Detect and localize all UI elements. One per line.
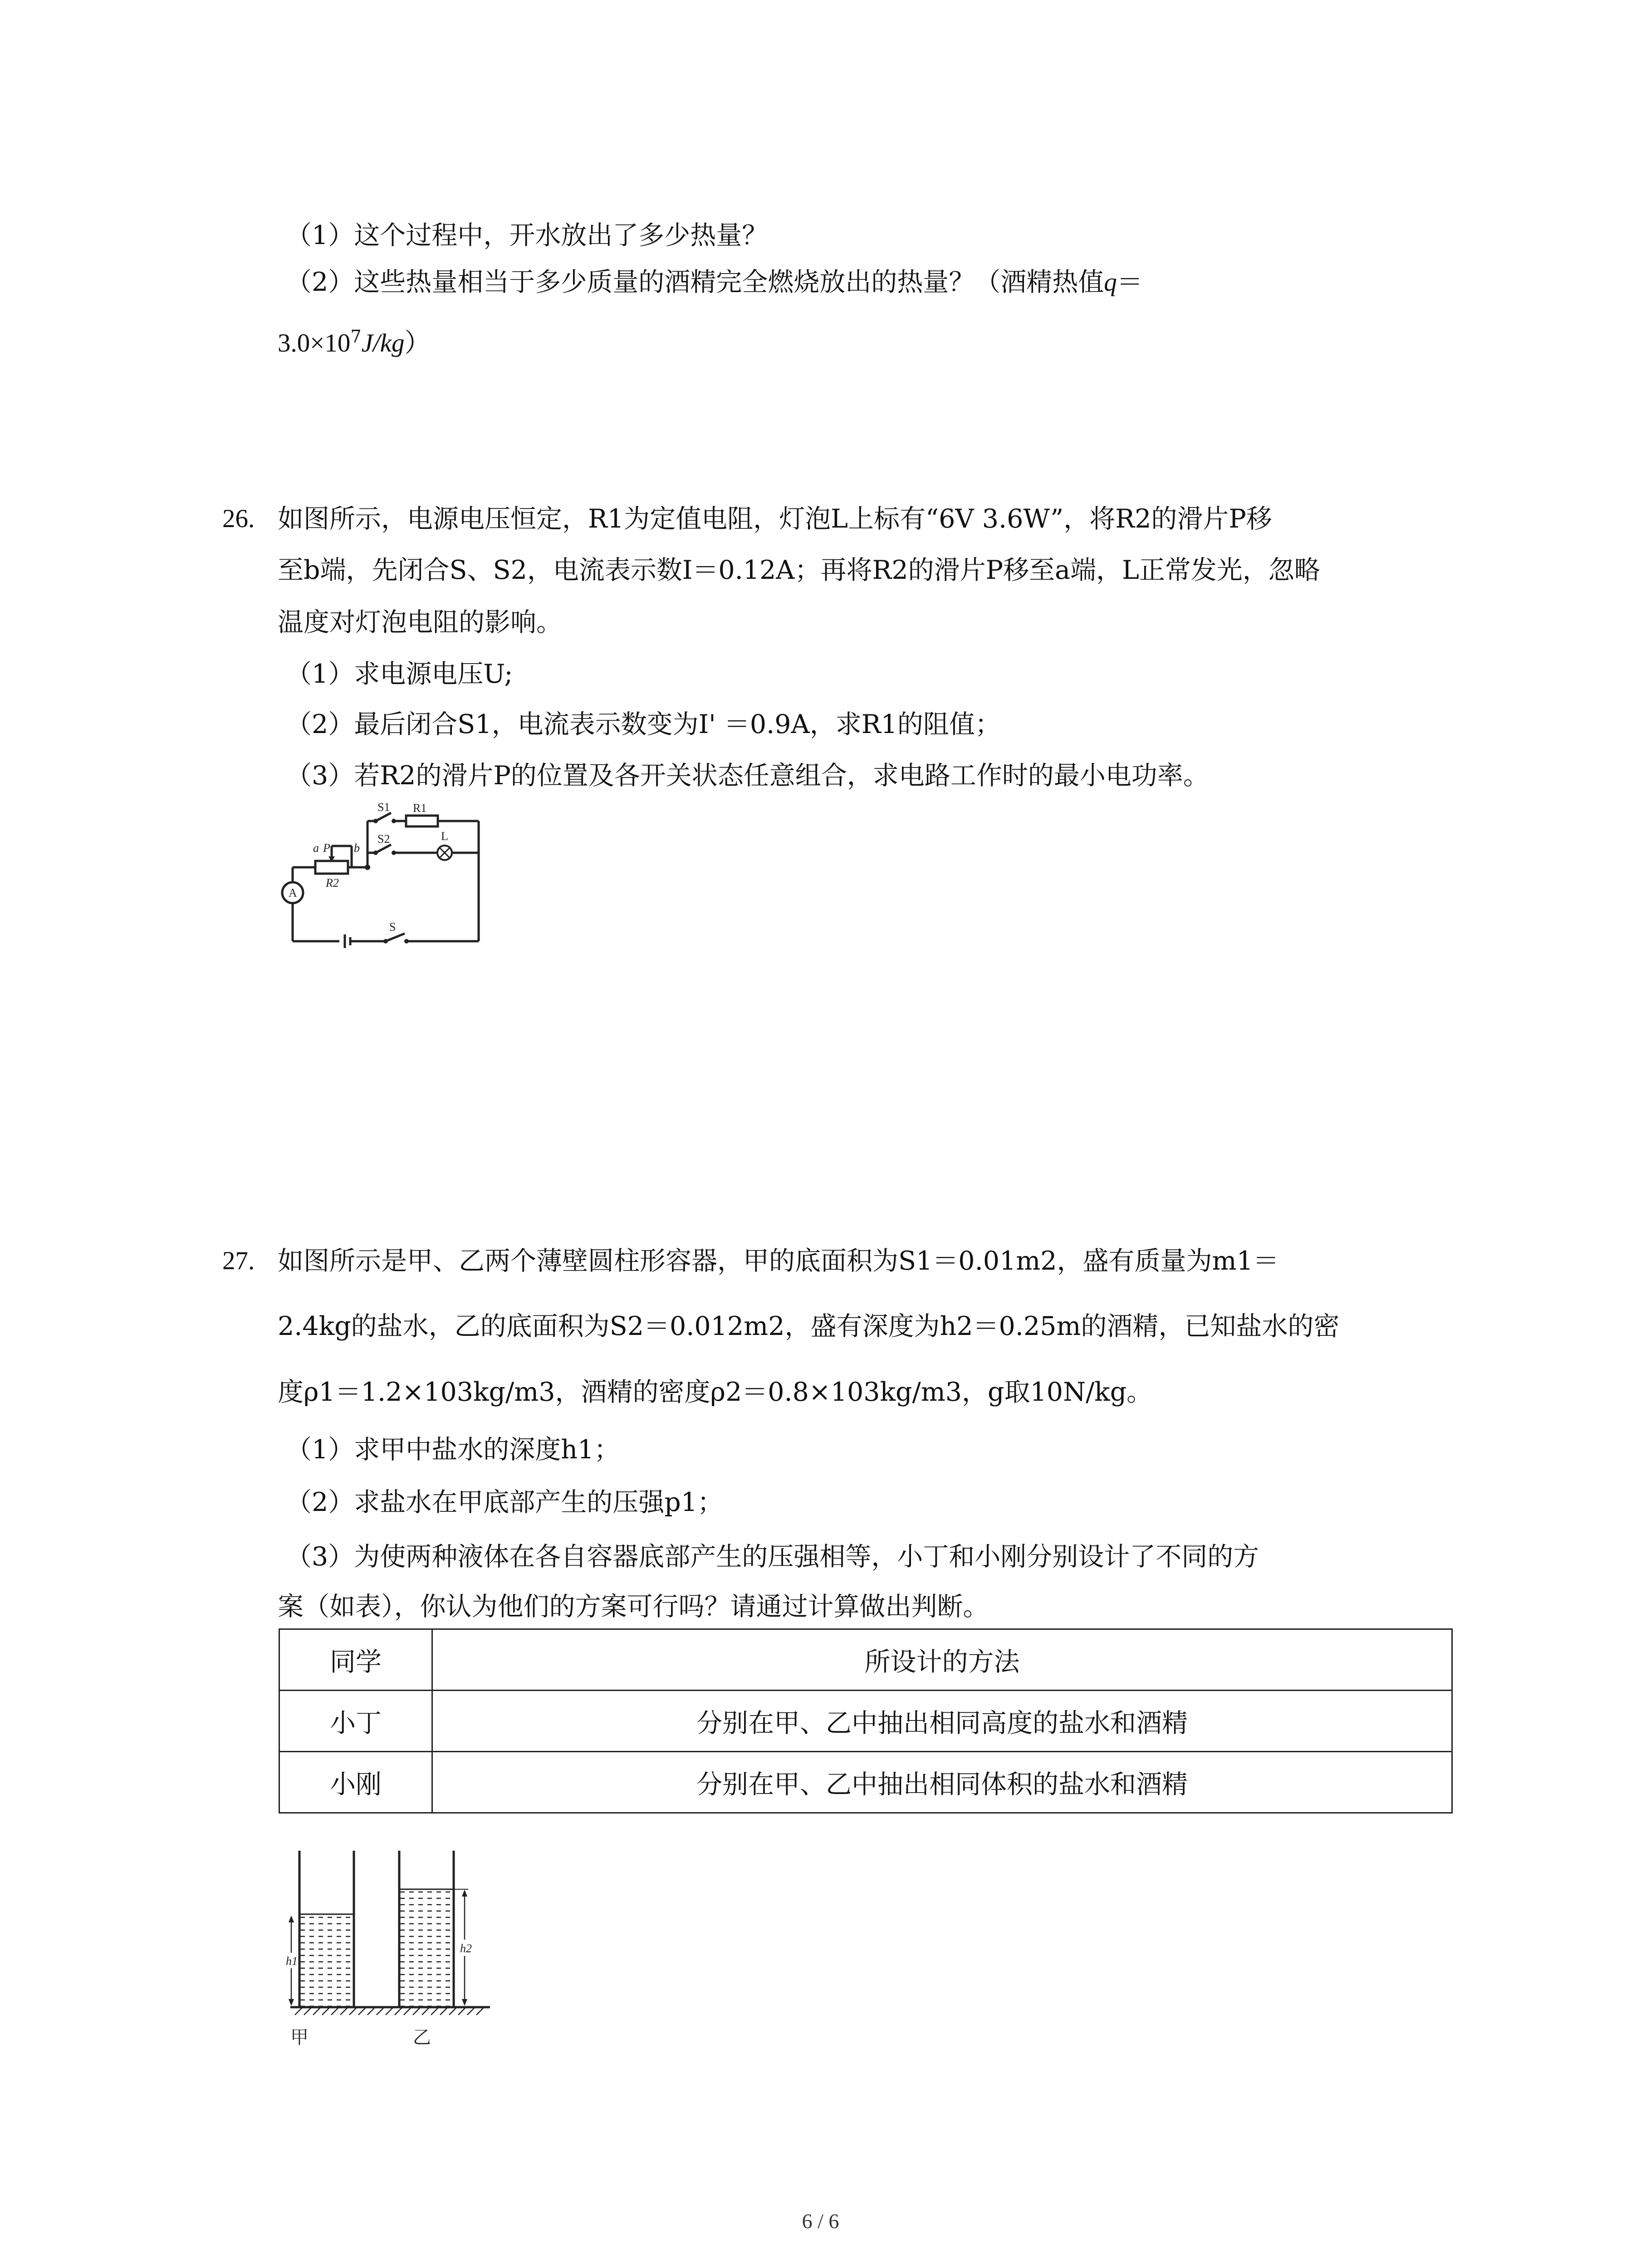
alcohol-liquid: [400, 1889, 454, 2007]
label-h1: h1: [286, 1955, 298, 1968]
q25-part1: （1）这个过程中，开水放出了多少热量？: [286, 220, 768, 250]
label-yi: 乙: [413, 2027, 431, 2048]
table-row: [279, 1752, 1452, 1813]
containers-figure: [281, 1851, 535, 2068]
label-p: P: [323, 841, 330, 855]
q26-number: 26.: [222, 504, 255, 533]
q26-line2: 至b端，先闭合S、S2，电流表示数I＝0.12A；再将R2的滑片P移至a端，L正常发光，忽略: [278, 555, 1320, 585]
table-header-row: [279, 1629, 1452, 1691]
label-jia: 甲: [290, 2027, 309, 2048]
rheostat-r2: [315, 861, 348, 874]
q26-part2: （2）最后闭合S1，电流表示数变为I' ＝0.9A，求R1的阻值；: [286, 709, 1001, 739]
q26-part1: （1）求电源电压U;: [286, 659, 513, 689]
label-h2: h2: [460, 1942, 472, 1955]
q25-part2: （2）这些热量相当于多少质量的酒精完全燃烧放出的热量？（酒精热值q＝: [286, 267, 1143, 297]
label-b: b: [354, 841, 360, 855]
switch-s-blade: [386, 934, 405, 941]
methods-table: [279, 1628, 1453, 1813]
table-header-cell: 同学: [279, 1629, 432, 1691]
label-a: a: [313, 841, 319, 855]
table-cell: 小丁: [279, 1691, 432, 1752]
q27-part2: （2）求盐水在甲底部产生的压强p1；: [286, 1487, 724, 1517]
q26-line1: 如图所示，电源电压恒定，R1为定值电阻，灯泡L上标有“6V 3.6W”，将R2的滑片P移: [278, 504, 1272, 534]
label-r2: R2: [326, 876, 339, 890]
label-l: L: [441, 830, 448, 843]
page-number: 6 / 6: [802, 2209, 839, 2233]
resistor-r1: [406, 816, 438, 826]
q26-line3: 温度对灯泡电阻的影响。: [278, 607, 562, 637]
brine-liquid: [300, 1914, 354, 2007]
switch-s2-blade: [376, 845, 391, 853]
table-cell: 小刚: [279, 1752, 432, 1813]
q27-line2: 2.4kg的盐水，乙的底面积为S2＝0.012m2，盛有深度为h2＝0.25m的酒精，已知盐水的密: [278, 1311, 1340, 1341]
label-s1: S1: [377, 803, 390, 814]
q27-part3b: 案（如表），你认为他们的方案可行吗？请通过计算做出判断。: [278, 1592, 989, 1622]
table-cell: 分别在甲、乙中抽出相同高度的盐水和酒精: [432, 1691, 1452, 1752]
label-ammeter: A: [289, 886, 297, 899]
q27-line3: 度ρ1＝1.2×103kg/m3，酒精的密度ρ2＝0.8×103kg/m3，g取10N/kg。: [278, 1377, 1153, 1407]
q27-part1: （1）求甲中盐水的深度h1；: [286, 1435, 620, 1465]
q27-number: 27.: [222, 1246, 255, 1275]
switch-s1-blade: [376, 813, 391, 821]
q27-part3a: （3）为使两种液体在各自容器底部产生的压强相等，小丁和小刚分别设计了不同的方: [286, 1542, 1259, 1572]
table-header-cell: 所设计的方法: [432, 1629, 1452, 1691]
table-row: [279, 1691, 1452, 1752]
q26-part3: （3）若R2的滑片P的位置及各开关状态任意组合，求电路工作时的最小电功率。: [286, 761, 1209, 791]
circuit-diagram: [272, 803, 490, 966]
label-s2: S2: [377, 832, 390, 846]
q25-part2-cont: $3.0\times 10^7J/kg$）: [278, 327, 431, 358]
table-cell: 分别在甲、乙中抽出相同体积的盐水和酒精: [432, 1752, 1452, 1813]
label-s: S: [389, 920, 396, 934]
label-r1: R1: [413, 803, 427, 815]
q27-line1: 如图所示是甲、乙两个薄壁圆柱形容器，甲的底面积为S1＝0.01m2，盛有质量为m1＝: [278, 1246, 1279, 1276]
